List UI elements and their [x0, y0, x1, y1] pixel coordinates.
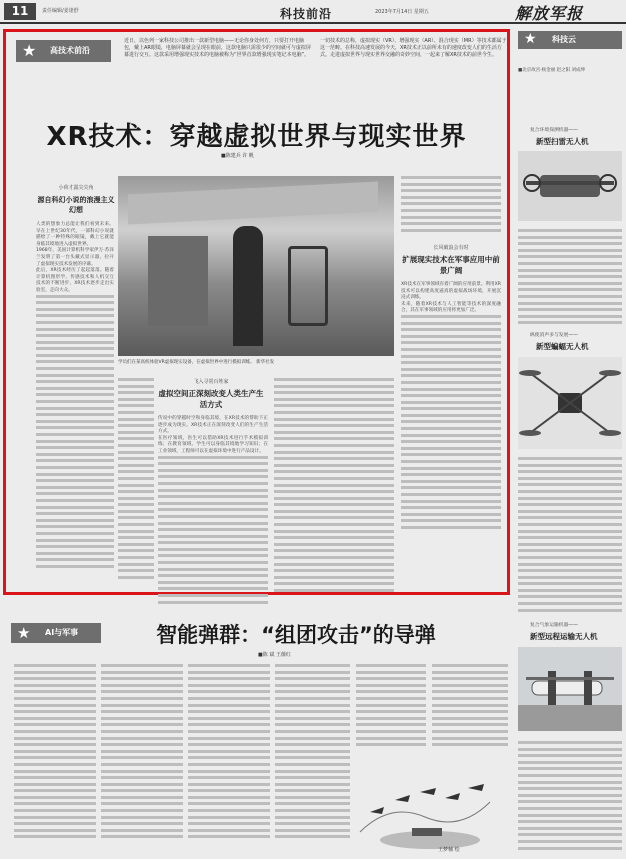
page-number: 11 [4, 3, 36, 20]
bottom-col-1 [14, 664, 96, 842]
right-col-subhead: 长风破浪会有时 [433, 245, 469, 251]
right-col-para-2: 未来，随着XR技术与人工智能等技术的深度融合，其在军事领域的应用将更加广泛。 [401, 301, 501, 314]
tech-cloud-column [516, 29, 624, 859]
bottom-headline: 智能弹群：“组团攻击”的导弹 [156, 623, 436, 647]
left-col-subhead: 小荷才露尖尖角 [58, 185, 94, 191]
mid-col-para-2: 在医疗领域，医生可以借助XR技术进行手术模拟训练；在教育领域，学生可以身临其境地学习知识；在工业领域，工程师可以在虚拟环境中进行产品设计。 [158, 435, 268, 454]
bottom-col-4 [275, 664, 350, 842]
left-col-body [36, 222, 114, 571]
right-col-para-1: XR技术在军事领域有着广阔的应用前景。利用XR技术可以构建高度逼真的虚拟战场环境，开展沉浸式训练。 [401, 282, 501, 301]
feature-section-label [16, 40, 111, 62]
feature-intro [124, 38, 509, 86]
page-header [0, 0, 626, 24]
page-date: 2023年7月14日 星期五 [375, 9, 429, 15]
page-section-name: 科技前沿 [280, 7, 333, 21]
bottom-col-5 [356, 664, 426, 750]
right-feature-top-body [401, 176, 501, 235]
mid-col-b-body [158, 416, 268, 607]
item1-body [518, 229, 622, 328]
mid-col-para-1: 传说中的穿越时空和身临其境，在XR技术的帮助下正逐步成为现实。XR技术正在深刻改变人们的生产生活方式。 [158, 416, 268, 435]
item3-subhead: 复合气象运输机器—— [530, 623, 578, 628]
photo-person [233, 226, 263, 346]
drone-illustration-1 [518, 151, 622, 221]
left-col-para-1: 人类的想象力总能让我们看到未来。早在上世纪30年代，一部科幻小说就描绘了一种特殊的眼镜，戴上它就能身临其境地进入虚拟世界。 [36, 222, 114, 247]
mid-col-c-body [274, 378, 394, 596]
star-icon: ★ [17, 624, 31, 642]
tech-section-label [518, 31, 622, 49]
ai-section-label-text: AI与军事 [45, 628, 79, 637]
right-col-title: 扩展现实技术在军事应用中前景广阔 [402, 255, 500, 275]
feature-intro-right-text: 一切技术的总称，虚拟现实（VR）、增强现实（AR）、混合现实（MR）等技术都属于这一范畴。在科技高速发展的今天，XR技术正以前所未有的速度改变人们的生活方式。走进虚拟世界与现实世界交融的奇妙空间，一起来了解XR技术的前世今生。 [320, 38, 507, 58]
mid-col-title: 虚拟空间正深刻改变人类生产生活方式 [158, 389, 264, 409]
transport-drone-photo [518, 647, 622, 731]
photo-vr-rig [288, 246, 328, 326]
item3-title: 新型远程运输无人机 [530, 632, 598, 641]
tech-editors: ■北京故宫·杨金丽 赵之阳 刘成坤 [518, 68, 586, 73]
bottom-col-3 [188, 664, 270, 842]
feature-headline: XR技术：穿越虚拟世界与现实世界 [46, 122, 467, 152]
vr-training-photo [118, 176, 394, 356]
right-col-body [401, 282, 501, 533]
item3-body [518, 741, 622, 853]
feature-byline: ■陈建兵 许 帆 [221, 153, 254, 159]
bottom-col-6 [432, 664, 508, 750]
missile-swarm-illustration [350, 762, 500, 854]
feature-section-label-text: 高技术前沿 [50, 46, 90, 55]
mid-col-subhead: 飞入寻常百姓家 [193, 379, 229, 385]
page-editors: 责任编辑/姜逢舒 [42, 8, 79, 14]
item2-body [518, 457, 622, 615]
masthead-logo: 解放军报 [515, 4, 584, 23]
left-col-title: 源自科幻小说的浪漫主义幻想 [37, 196, 115, 214]
item1-subhead: 复合环境探测机器—— [530, 128, 578, 133]
bottom-col-2 [101, 664, 183, 842]
left-col-text-lines [36, 295, 114, 568]
drone-illustration-2 [518, 357, 622, 449]
item2-title: 新型蝙蝠无人机 [536, 342, 589, 351]
bat-drone-photo [518, 357, 622, 449]
photo-display-stand [148, 236, 208, 326]
drone-illustration-3 [518, 647, 622, 731]
photo-caption: 学员们在某高校体验VR虚拟现实设备，在虚拟世界中进行模拟训练。 新华社发 [118, 360, 275, 365]
feature-intro-left-text: 近日，以色列一家科技公司推出一款新型电脑——无论你身处何方，只要打开电脑包，戴上AR眼镜，电脑屏幕就会呈现在眼前，这款电脑只需很少的空间就可与虚拟屏幕进行交互。这款采用增强现实技术的电脑被称为“世界首款增强现实笔记本电脑”。 [124, 38, 311, 58]
mid-col-a-body [118, 378, 154, 582]
item2-subhead: 纵使消声多与发展—— [530, 333, 578, 338]
star-icon: ★ [524, 31, 537, 47]
tech-section-label-text: 科技云 [552, 35, 576, 44]
star-icon: ★ [22, 41, 37, 60]
photo-banner [128, 181, 378, 224]
feature-intro-left [124, 38, 312, 59]
left-col-para-3: 此后，XR技术经历了起起落落。随着计算机图形学、传感技术和人机交互技术的不断进步，XR技术逐步走出实验室，走向大众。 [36, 268, 114, 293]
item1-title: 新型扫雷无人机 [536, 137, 589, 146]
mine-clearing-drone-photo [518, 151, 622, 221]
bottom-byline: ■陈 斌 王薇红 [258, 652, 291, 658]
xr-feature-box [3, 29, 510, 595]
feature-intro-right [320, 38, 508, 59]
left-col-para-2: 1968年，美国计算机科学家伊万·苏泽兰发明了第一台头戴式显示器，拉开了虚拟现实技术发展的序幕。 [36, 248, 114, 267]
swarm-caption: 王梦楠 绘 [438, 847, 460, 853]
